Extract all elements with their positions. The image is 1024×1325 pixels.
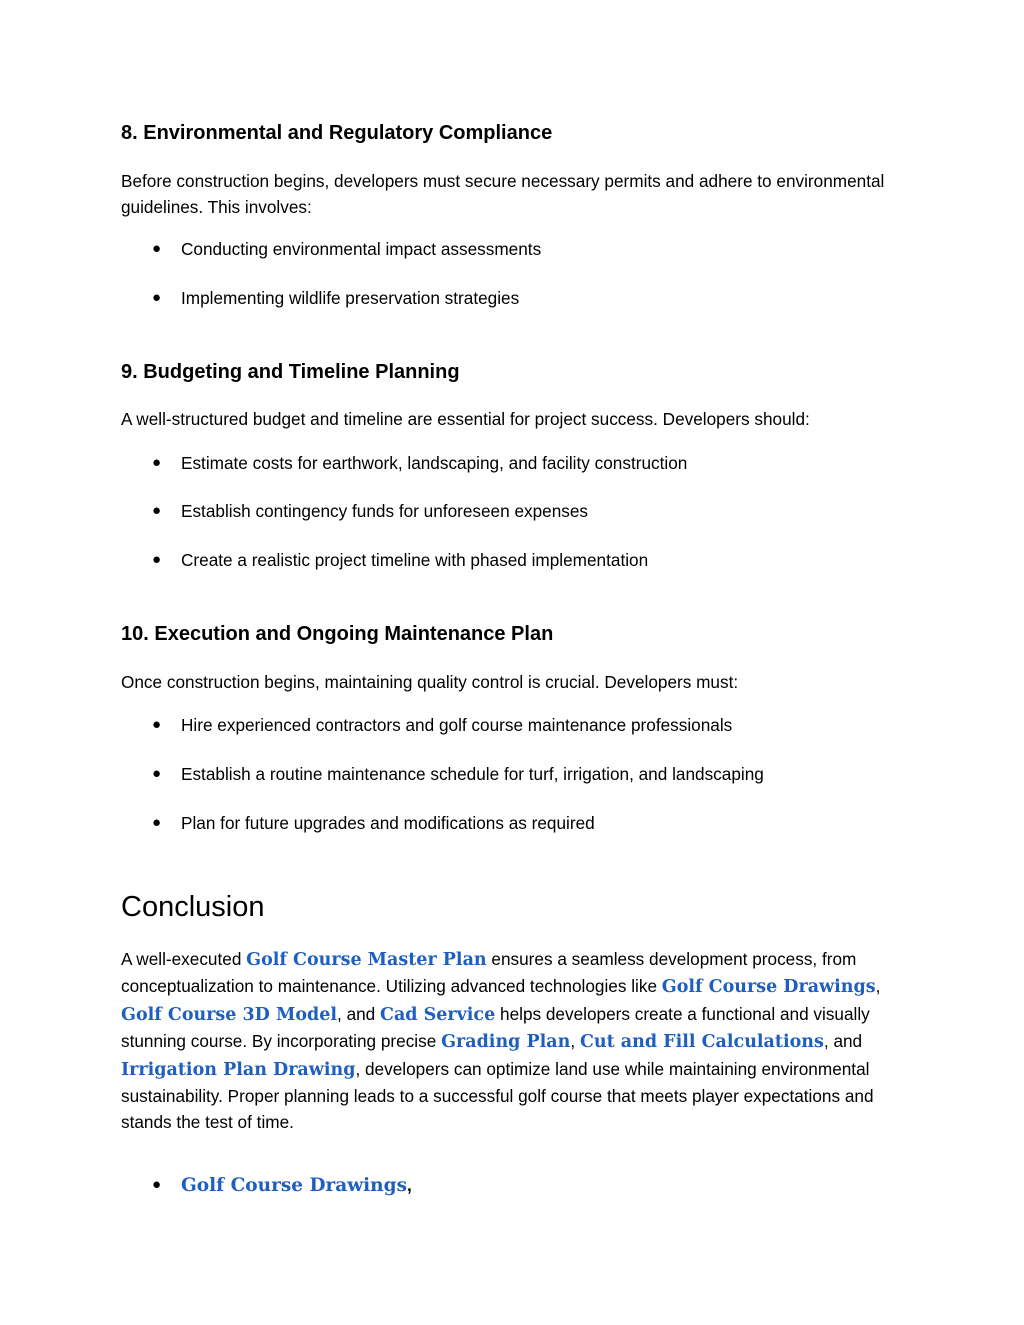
section-8-intro: Before construction begins, developers must secure necessary permits and adhere to environmental guidelines. This involves: (121, 171, 885, 218)
link-golf-course-drawings-bullet[interactable]: Golf Course Drawings (181, 1175, 407, 1196)
bullet-icon: ● (152, 551, 162, 568)
section-9-intro: A well-structured budget and timeline are essential for project success. Developers should: (121, 409, 810, 429)
conclusion-paragraph: A well-executed Golf Course Master Plan ensures a seamless development process, from conceptualization to maintenance. Utilizing advanced technologies like Golf Course Drawings, Golf Course 3D Model, and Cad Service helps developers create a functional and visually stunning course. By incorporating precise Grading Plan, Cut and Fill Calculations, and Irrigation Plan Drawing, developers can optimize land use while maintaining environmental sustainability. Proper planning leads to a successful golf course that meets player expectations and stands the test of time. (121, 949, 881, 1133)
link-golf-course-master-plan[interactable]: Golf Course Master Plan (246, 950, 487, 970)
link-irrigation-plan-drawing[interactable]: Irrigation Plan Drawing (121, 1059, 356, 1080)
link-golf-course-drawings[interactable]: Golf Course Drawings (661, 977, 876, 998)
section-10-heading: 10. Execution and Ongoing Maintenance Plan (121, 623, 554, 645)
section-10-intro: Once construction begins, maintaining quality control is crucial. Developers must: (121, 672, 739, 692)
link-grading-plan[interactable]: Grading Plan (441, 1032, 571, 1053)
conclusion-heading: Conclusion (121, 891, 265, 923)
bullet-icon: ● (152, 502, 162, 519)
bullet-icon: ● (152, 1176, 162, 1193)
bullet-icon: ● (152, 289, 162, 306)
link-cut-and-fill-calculations[interactable]: Cut and Fill Calculations (579, 1032, 824, 1053)
section-9-heading: 9. Budgeting and Timeline Planning (121, 361, 460, 383)
link-cad-service[interactable]: Cad Service (380, 1004, 496, 1025)
bullet-icon: ● (152, 814, 162, 831)
bullet-icon: ● (152, 765, 162, 782)
section-8-heading: 8. Environmental and Regulatory Compliance (121, 122, 553, 144)
bullet-icon: ● (152, 716, 162, 733)
bullet-icon: ● (152, 454, 162, 471)
link-golf-course-3d-model[interactable]: Golf Course 3D Model (121, 1004, 338, 1025)
bullet-icon: ● (152, 240, 162, 257)
